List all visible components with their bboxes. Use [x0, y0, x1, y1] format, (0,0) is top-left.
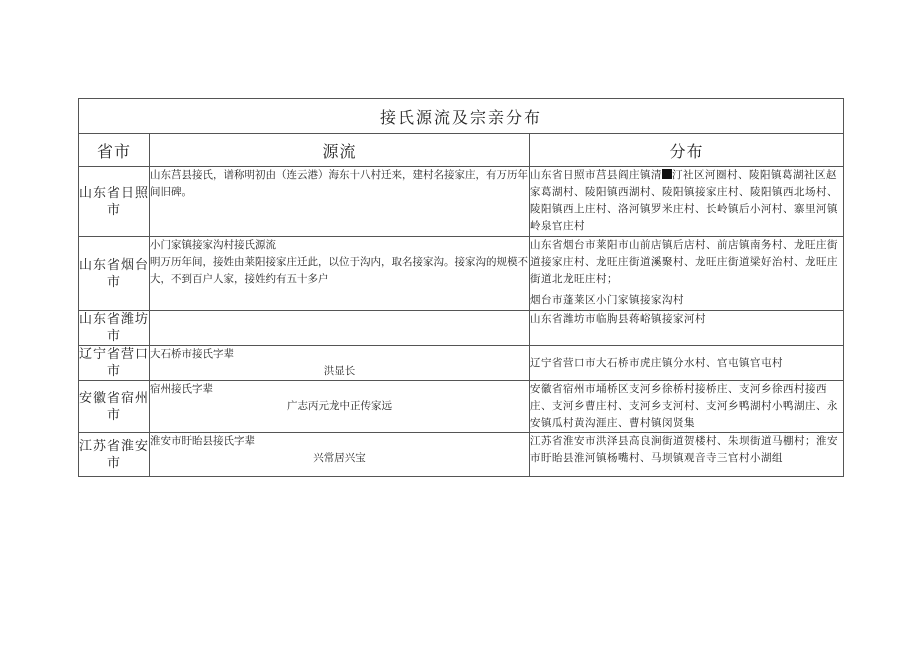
table-row [79, 237, 844, 311]
province-cell: 山东省潍坊市 [79, 312, 150, 344]
source-subtitle: 淮安市盱眙县接氏字辈 [150, 435, 255, 447]
distribution-cell [530, 433, 844, 477]
table-title: 接氏源流及宗亲分布 [79, 99, 844, 134]
source-subtitle: 宿州接氏字辈 [150, 383, 213, 395]
distribution-cell [530, 346, 844, 381]
distribution-text-part: 山东省日照市莒县阎庄镇清 [530, 169, 662, 181]
distribution-text: 山东省烟台市莱阳市山前店镇后店村、前店镇南务村、龙旺庄街道接家庄村、龙旺庄街道溪聚村、龙旺庄街道梁好治村、龙旺庄街道北龙旺庄村； [530, 239, 838, 285]
lineage-table [78, 98, 844, 477]
table-row [79, 311, 844, 346]
header-distribution: 分布 [530, 134, 844, 167]
header-source: 源流 [150, 134, 530, 167]
distribution-text: 辽宁省营口市大石桥市虎庄镇分水村、官屯镇官屯村 [530, 356, 783, 369]
province-cell: 山东省日照市 [79, 167, 150, 237]
province-cell: 辽宁省营口市 [79, 347, 150, 379]
source-subtitle: 小门家镇接家沟村接氏源流 [150, 239, 276, 251]
province-cell: 安徽省宿州市 [79, 381, 150, 433]
distribution-cell [530, 237, 844, 311]
distribution-text [530, 167, 843, 235]
generation-names: 洪显长 [323, 365, 356, 377]
table-row [79, 381, 844, 433]
province-cell: 江苏省淮安市 [79, 433, 150, 477]
distribution-text-part: 汀社区河圈村、陵阳镇葛湖社区赵家葛湖村、陵阳镇西湖村、陵阳镇接家庄村、陵阳镇西北场村、陵阳镇西上庄村、洛河镇罗米庄村、长岭镇后小河村、寨里河镇岭泉官庄村 [530, 169, 838, 232]
source-subtitle: 大石桥市接氏字辈 [150, 348, 234, 360]
header-province: 省市 [79, 134, 150, 167]
distribution-cell [530, 167, 844, 237]
generation-names: 广志丙元龙中正传家远 [287, 400, 392, 412]
source-cell [150, 433, 530, 477]
source-cell [150, 167, 530, 237]
distribution-text: 江苏省淮安市洪泽县高良涧街道贺楼村、朱坝街道马棚村；淮安市盱眙县淮河镇杨嘴村、马坝镇观音寺三官村小湖组 [530, 435, 838, 464]
province-cell: 山东省烟台市 [79, 237, 150, 311]
missing-glyph-icon [662, 169, 672, 179]
table-row [79, 433, 844, 477]
table-row [79, 346, 844, 381]
distribution-text: 安徽省宿州市埇桥区支河乡徐桥村接桥庄、支河乡徐西村接西庄、支河乡曹庄村、支河乡支河村、支河乡鸭湖村小鸭湖庄、永安镇瓜村黄沟涯庄、曹村镇闵贤集 [530, 383, 838, 429]
source-cell [150, 237, 530, 311]
source-text: 明万历年间，接姓由莱阳接家庄迁此，以位于沟内，取名接家沟。接家沟的规模不大，不到百户人家，接姓约有五十多户 [150, 256, 528, 285]
generation-names: 兴常居兴宝 [313, 452, 366, 464]
distribution-cell [530, 381, 844, 433]
source-text: 山东莒县接氏，谱称明初由（连云港）海东十八村迁来，建村名接家庄，有万历年间旧碑。 [150, 169, 528, 198]
distribution-text: 烟台市蓬莱区小门家镇接家沟村 [530, 294, 684, 306]
distribution-text: 山东省潍坊市临朐县蒋峪镇接家河村 [530, 313, 706, 325]
source-cell [150, 311, 530, 346]
distribution-cell [530, 311, 844, 346]
source-cell [150, 381, 530, 433]
source-cell [150, 346, 530, 381]
table-row [79, 167, 844, 237]
